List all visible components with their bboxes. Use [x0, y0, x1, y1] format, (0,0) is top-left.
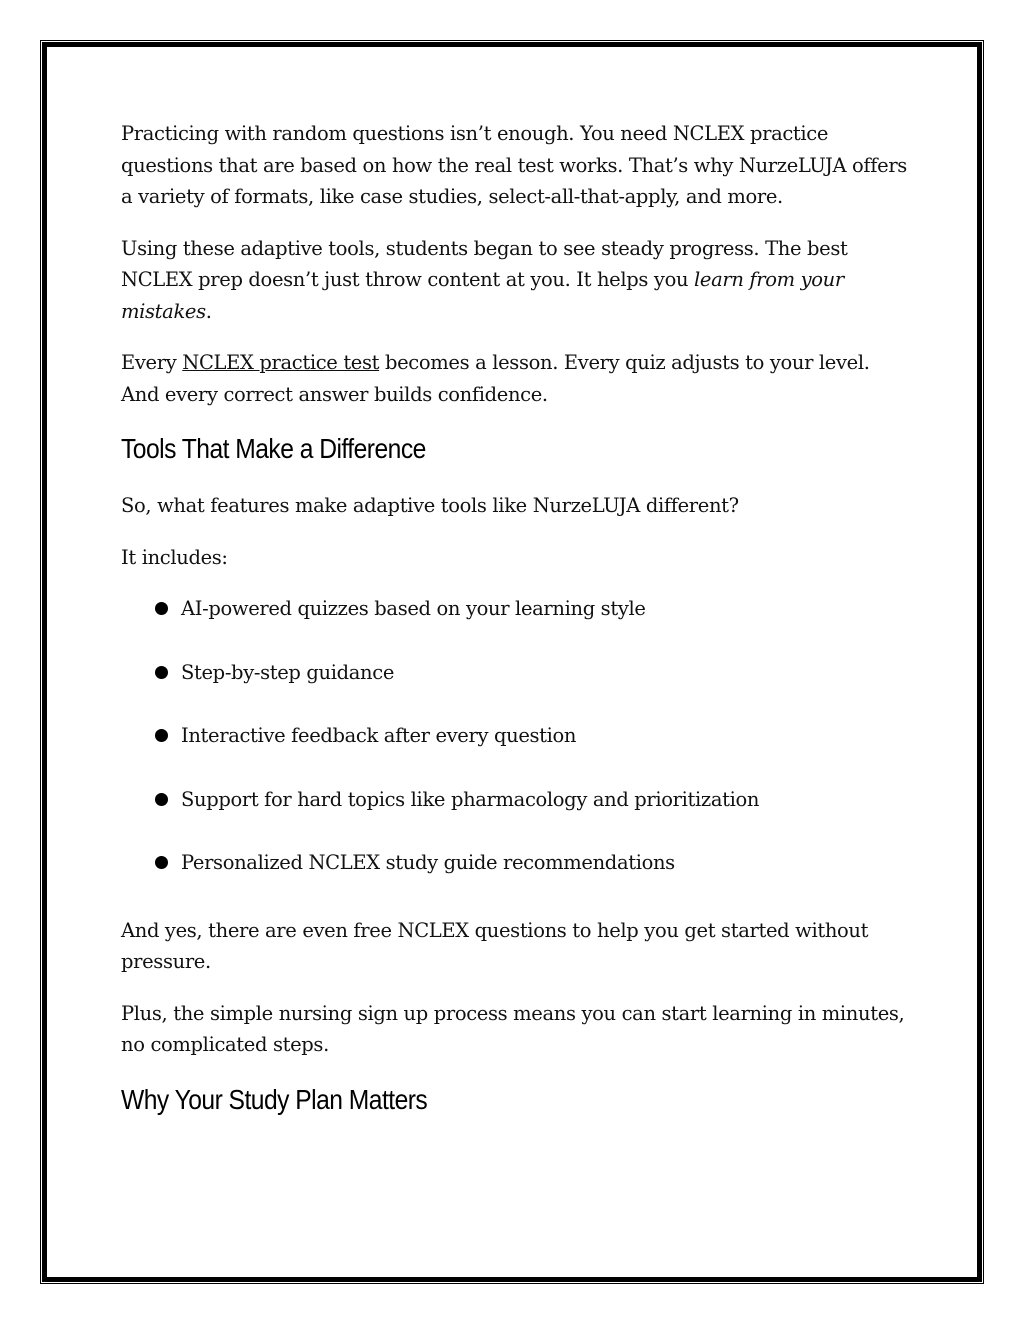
list-item	[155, 657, 911, 689]
bullet-icon	[155, 729, 168, 742]
nclex-practice-test-link[interactable]: NCLEX practice test	[182, 351, 380, 374]
paragraph-text: .	[205, 299, 212, 323]
paragraph-text: becomes a lesson. Every quiz adjusts to your level. And every correct answer builds confidence.	[121, 351, 870, 406]
heading-tools-that-make-a-difference: Tools That Make a Difference	[121, 433, 426, 464]
list-item-text: Step-by-step guidance	[181, 660, 395, 684]
bullet-icon	[155, 666, 168, 679]
emphasis-learn-from-mistakes: learn from your mistakes	[121, 268, 844, 323]
list-item	[155, 720, 911, 752]
bullet-icon	[155, 602, 168, 615]
paragraph-text: Every	[121, 351, 183, 374]
bullet-icon	[155, 793, 168, 806]
list-item-text: Interactive feedback after every question	[181, 724, 577, 747]
paragraph-practice-test	[121, 347, 911, 410]
paragraph-text: Using these adaptive tools, students began to see steady progress. The best NCLEX prep doesn’t just throw content at you. It helps you	[121, 236, 848, 291]
paragraph-it-includes: It includes:	[121, 545, 228, 569]
list-item	[155, 784, 911, 816]
list-item-text: Support for hard topics like pharmacology and prioritization	[181, 787, 760, 811]
paragraph-adaptive-tools	[121, 233, 911, 328]
paragraph-practice-questions: Practicing with random questions isn’t enough. You need NCLEX practice questions that are based on how the real test works. That’s why NurzeLUJA offers a variety of formats, like case studies, select-all-that-apply, and more.	[121, 122, 907, 208]
paragraph-features-intro: So, what features make adaptive tools like NurzeLUJA different?	[121, 494, 739, 517]
list-item-text: AI-powered quizzes based on your learning style	[181, 597, 646, 620]
document-body	[121, 118, 911, 1141]
list-item-text: Personalized NCLEX study guide recommendations	[181, 851, 675, 874]
paragraph-sign-up: Plus, the simple nursing sign up process means you can start learning in minutes, no complicated steps.	[121, 1001, 905, 1056]
list-item	[155, 593, 911, 625]
features-list	[121, 593, 911, 879]
list-item	[155, 847, 911, 879]
bullet-icon	[155, 856, 168, 869]
paragraph-free-questions: And yes, there are even free NCLEX questions to help you get started without pressure.	[121, 918, 869, 973]
heading-why-study-plan-matters: Why Your Study Plan Matters	[121, 1083, 428, 1115]
